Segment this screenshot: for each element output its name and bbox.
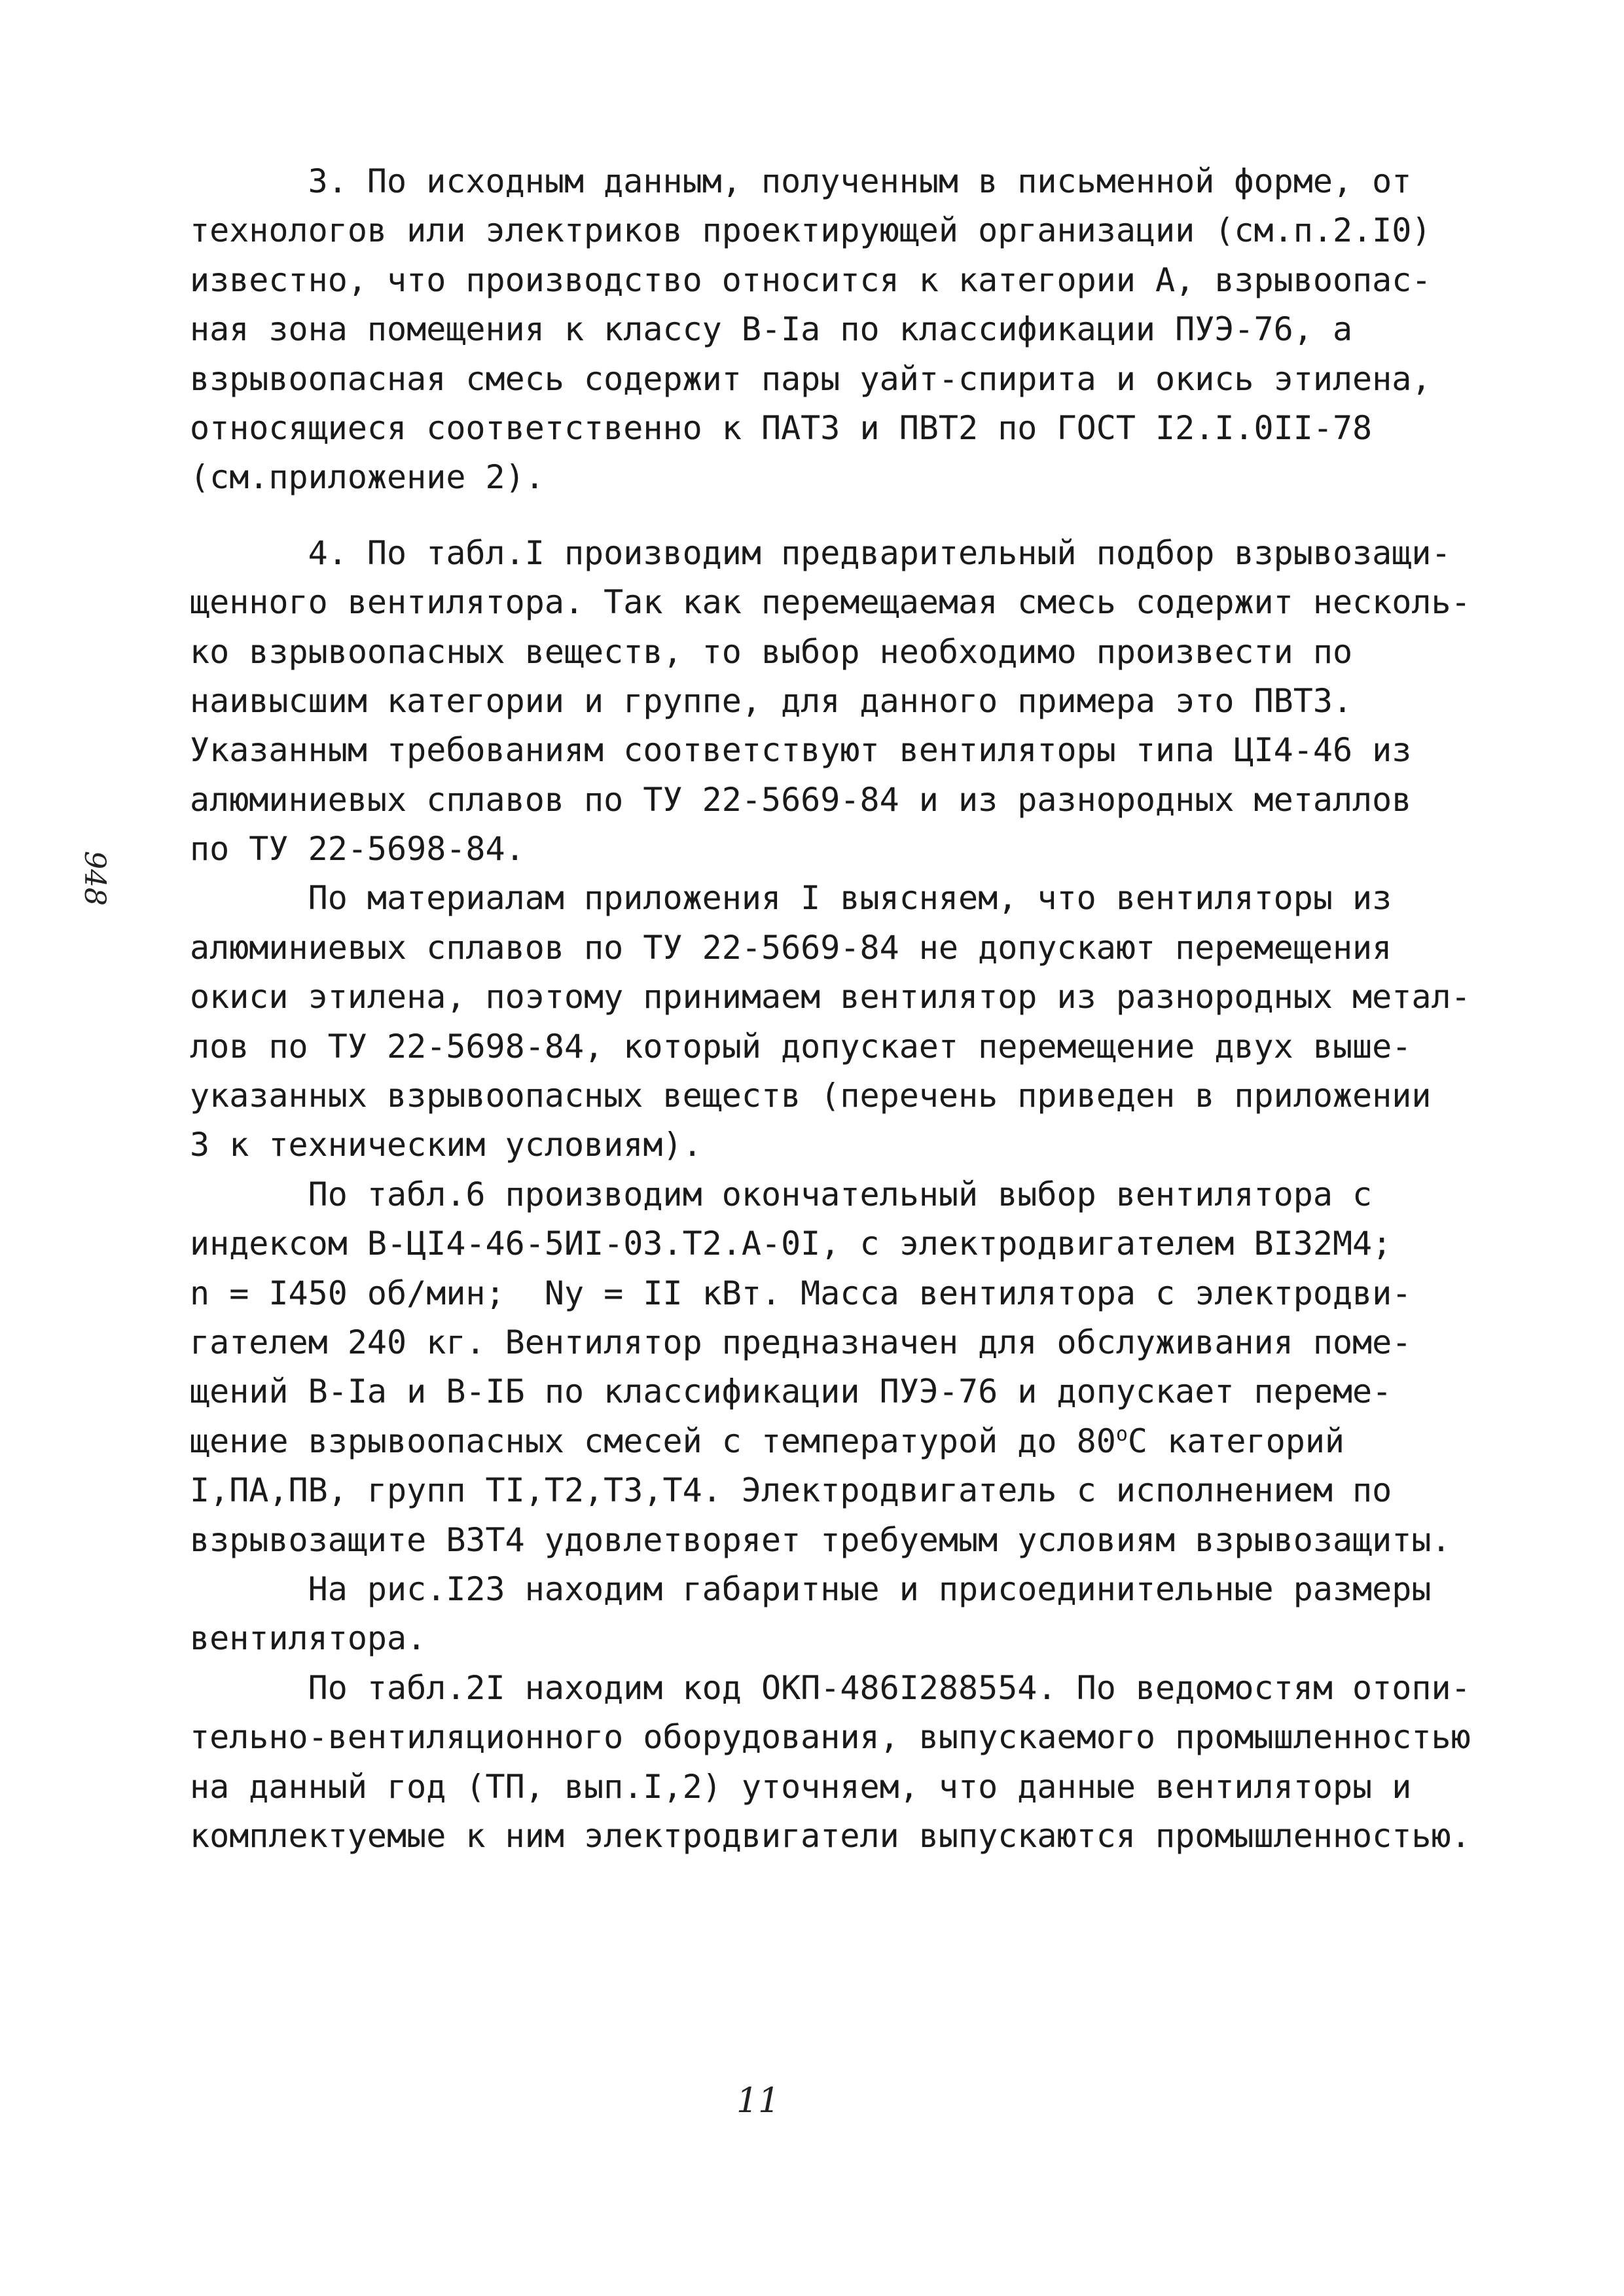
text-line: По табл.6 производим окончательный выбор вентилятора с [190, 1175, 1373, 1213]
text-line: n = I450 об/мин; Ny = II кВт. Масса вентилятора с электродви- [190, 1274, 1412, 1312]
text-line: окиси этилена, поэтому принимаем вентилятор из разнородных метал- [190, 978, 1471, 1016]
text-line: 3 к техническим условиям). [190, 1126, 702, 1164]
text-line: гателем 240 кг. Вентилятор предназначен для обслуживания поме- [190, 1323, 1412, 1361]
text-line: Указанным требованиям соответствуют вентиляторы типа ЦI4-46 из [190, 731, 1412, 770]
text-line: 3. По исходным данным, полученным в письменной форме, от [190, 162, 1412, 200]
text-line: взрывозащите В3Т4 удовлетворяет требуемым условиям взрывозащиты. [190, 1520, 1451, 1559]
page-number: 11 [736, 2081, 780, 2121]
text-line: наивысшим категории и группе, для данного примера это ПВТ3. [190, 681, 1353, 720]
text-line: щенного вентилятора. Так как перемещаемая смесь содержит несколь- [190, 583, 1471, 622]
text-line: I,ПА,ПВ, групп ТI,Т2,Т3,Т4. Электродвигатель с исполнением по [190, 1471, 1392, 1510]
body-text [190, 157, 1525, 1861]
text-line: щений В-Iа и В-IБ по классификации ПУЭ-76 и допускает переме- [190, 1372, 1392, 1411]
text-line: указанных взрывоопасных веществ (перечень приведен в приложении [190, 1077, 1432, 1115]
text-line: На рис.I23 находим габаритные и присоединительные размеры [190, 1570, 1432, 1608]
text-segment: щение взрывоопасных смесей с температурой до 80 [190, 1422, 1116, 1460]
text-line: алюминиевых сплавов по ТУ 22-5669-84 не допускают перемещения [190, 928, 1392, 967]
text-line: алюминиевых сплавов по ТУ 22-5669-84 и из разнородных металлов [190, 780, 1412, 819]
text-line: технологов или электриков проектирующей организации (см.п.2.I0) [190, 211, 1432, 250]
text-line: вентилятора. [190, 1619, 427, 1658]
text-line: взрывоопасная смесь содержит пары уайт-спирита и окись этилена, [190, 359, 1432, 398]
text-line: 4. По табл.I производим предварительный подбор взрывозащи- [190, 533, 1451, 572]
text-line: По материалам приложения I выясняем, что вентиляторы из [190, 879, 1392, 918]
text-line: индексом В-ЦI4-46-5ИI-03.Т2.А-0I, с электродвигателем ВI32М4; [190, 1225, 1392, 1263]
margin-note: 948 [78, 851, 111, 906]
text-line: по ТУ 22-5698-84. [190, 830, 525, 869]
text-line: известно, что производство относится к категории А, взрывоопас- [190, 260, 1432, 299]
text-line: относящиеся соответственно к ПАТ3 и ПВТ2 по ГОСТ I2.I.0II-78 [190, 408, 1373, 447]
text-line: По табл.2I находим код ОКП-486I288554. По ведомостям отопи- [190, 1668, 1471, 1707]
text-line: ная зона помещения к классу В-Iа по классификации ПУЭ-76, а [190, 310, 1353, 349]
text-segment: С категорий [1127, 1422, 1345, 1460]
text-line: тельно-вентиляционного оборудования, выпускаемого промышленностью [190, 1718, 1471, 1757]
text-line: на данный год (ТП, вып.I,2) уточняем, что данные вентиляторы и [190, 1767, 1412, 1806]
text-line-with-degree [190, 1417, 1525, 1466]
text-line: комплектуемые к ним электродвигатели выпускаются промышленностью. [190, 1816, 1471, 1855]
text-line: ко взрывоопасных веществ, то выбор необходимо произвести по [190, 632, 1353, 671]
text-line: (см.приложение 2). [190, 458, 545, 497]
text-line: лов по ТУ 22-5698-84, который допускает перемещение двух выше- [190, 1027, 1412, 1066]
paragraph-gap [190, 503, 1525, 529]
degree-mark: о [1115, 1422, 1128, 1446]
